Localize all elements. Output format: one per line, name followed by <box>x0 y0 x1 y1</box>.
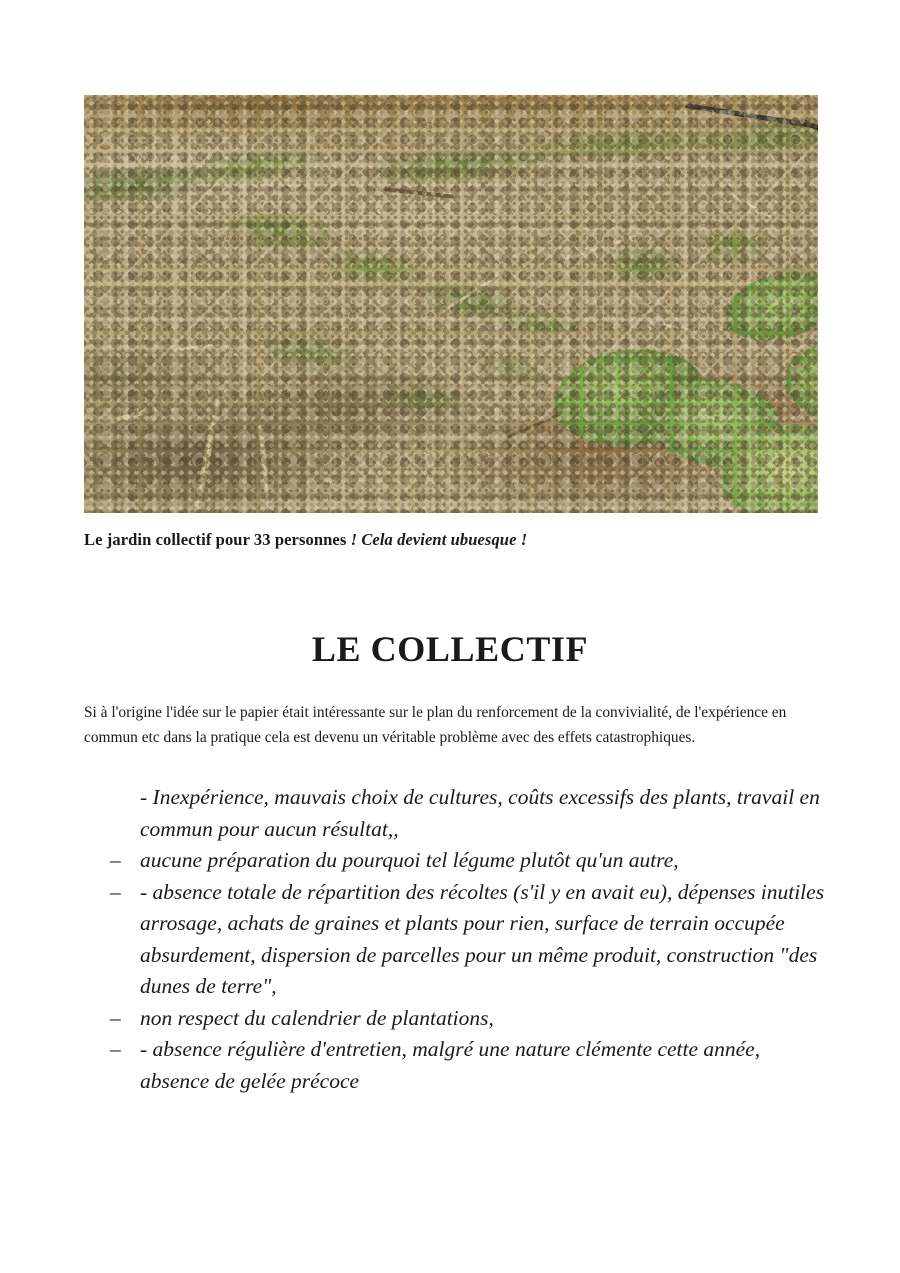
list-item <box>110 782 830 845</box>
list-item-marker: – <box>110 879 121 904</box>
list-item-marker: – <box>110 848 121 872</box>
list-item-label: - absence totale de répartition des récoltes (s'il y en avait eu), dépenses inutiles arrosage, achats de graines et plants pour rien, surface de terrain occupée absurdement, dispersion de parcelles pour un même produit, construction "des dunes de terre", <box>140 879 825 998</box>
list-item <box>110 1003 830 1035</box>
grievance-list <box>110 782 830 1097</box>
list-item-label: - absence régulière d'entretien, malgré une nature clémente cette année, absence de gelée précoce <box>140 1037 761 1093</box>
photo-caption <box>84 530 527 550</box>
list-item-label: non respect du calendrier de plantations, <box>140 1005 494 1030</box>
page-title: LE COLLECTIF <box>311 629 589 670</box>
intro-paragraph: Si à l'origine l'idée sur le papier était intéressante sur le plan du renforcement de la convivialité, de l'expérience en commun etc dans la pratique cela est devenu un véritable problème avec des effets catastrophiques. <box>84 704 787 746</box>
caption-italic-text: ! Cela devient ubuesque ! <box>350 530 528 549</box>
list-item-marker: – <box>110 1005 121 1030</box>
list-item <box>110 877 830 1003</box>
list-item <box>110 1034 830 1097</box>
list-item-marker: – <box>110 1037 121 1061</box>
photo-pebble-texture <box>84 95 818 513</box>
list-item-label: - Inexpérience, mauvais choix de cultures, coûts excessifs des plants, travail en commun pour aucun résultat,, <box>140 785 820 841</box>
caption-bold-text: Le jardin collectif pour 33 personnes <box>84 530 351 549</box>
garden-photo <box>84 95 818 513</box>
list-item-label: aucune préparation du pourquoi tel légume plutôt qu'un autre, <box>140 848 679 872</box>
list-item <box>110 845 830 877</box>
